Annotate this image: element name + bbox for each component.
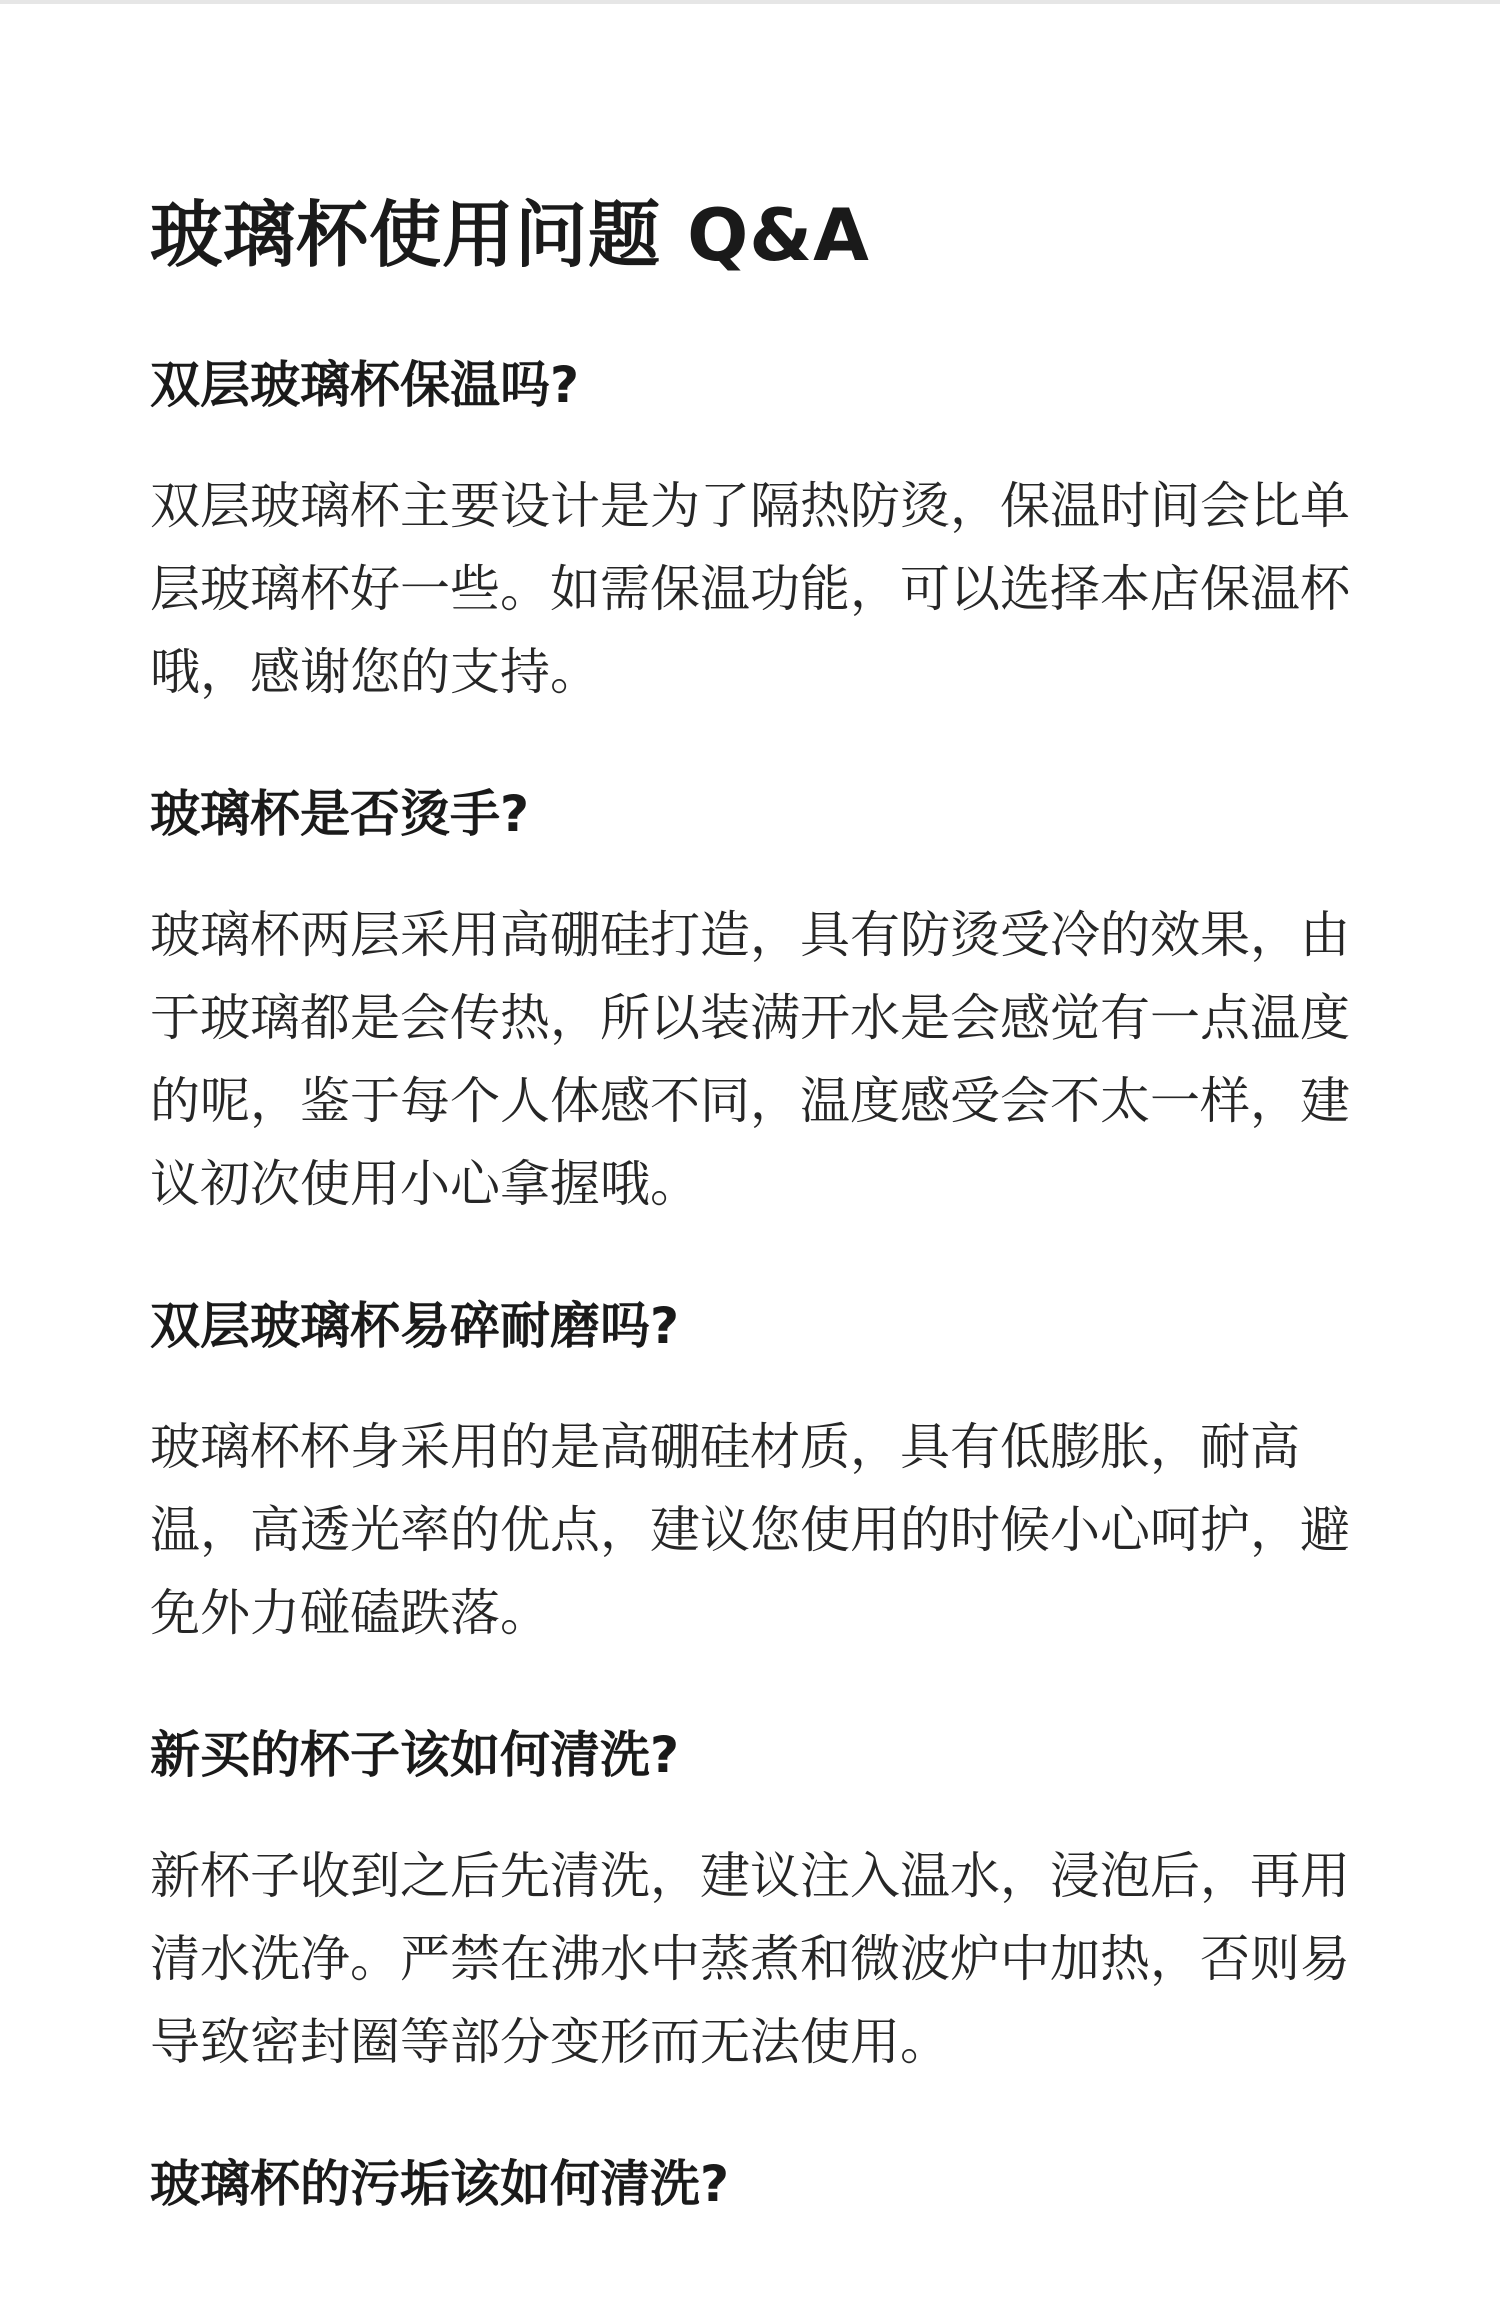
qa-item-4 bbox=[150, 1715, 1380, 2084]
qa-answer: 双层玻璃杯主要设计是为了隔热防烫，保温时间会比单层玻璃杯好一些。如需保温功能，可以选择本店保温杯哦，感谢您的支持。 bbox=[150, 477, 1350, 701]
top-divider bbox=[0, 0, 1500, 4]
qa-answer: 玻璃杯两层采用高硼硅打造，具有防烫受冷的效果，由于玻璃都是会传热，所以装满开水是会感觉有一点温度的呢，鉴于每个人体感不同，温度感受会不太一样，建议初次使用小心拿握哦。 bbox=[150, 906, 1350, 1213]
qa-question: 玻璃杯的污垢该如何清洗? bbox=[150, 2155, 730, 2213]
qa-question: 玻璃杯是否烫手? bbox=[150, 785, 530, 843]
qa-document bbox=[150, 175, 1380, 2224]
qa-question: 双层玻璃杯易碎耐磨吗? bbox=[150, 1297, 680, 1355]
qa-item-3 bbox=[150, 1286, 1380, 1655]
qa-question: 新买的杯子该如何清洗? bbox=[150, 1726, 680, 1784]
qa-item-2 bbox=[150, 774, 1380, 1226]
qa-answer: 玻璃杯杯身采用的是高硼硅材质，具有低膨胀，耐高温，高透光率的优点，建议您使用的时候小心呵护，避免外力碰磕跌落。 bbox=[150, 1418, 1350, 1642]
qa-item-1 bbox=[150, 345, 1380, 714]
page-title: 玻璃杯使用问题 Q&A bbox=[150, 193, 870, 277]
qa-item-5 bbox=[150, 2144, 1380, 2224]
qa-question: 双层玻璃杯保温吗? bbox=[150, 356, 580, 414]
qa-answer: 新杯子收到之后先清洗，建议注入温水，浸泡后，再用清水洗净。严禁在沸水中蒸煮和微波炉中加热，否则易导致密封圈等部分变形而无法使用。 bbox=[150, 1847, 1350, 2071]
